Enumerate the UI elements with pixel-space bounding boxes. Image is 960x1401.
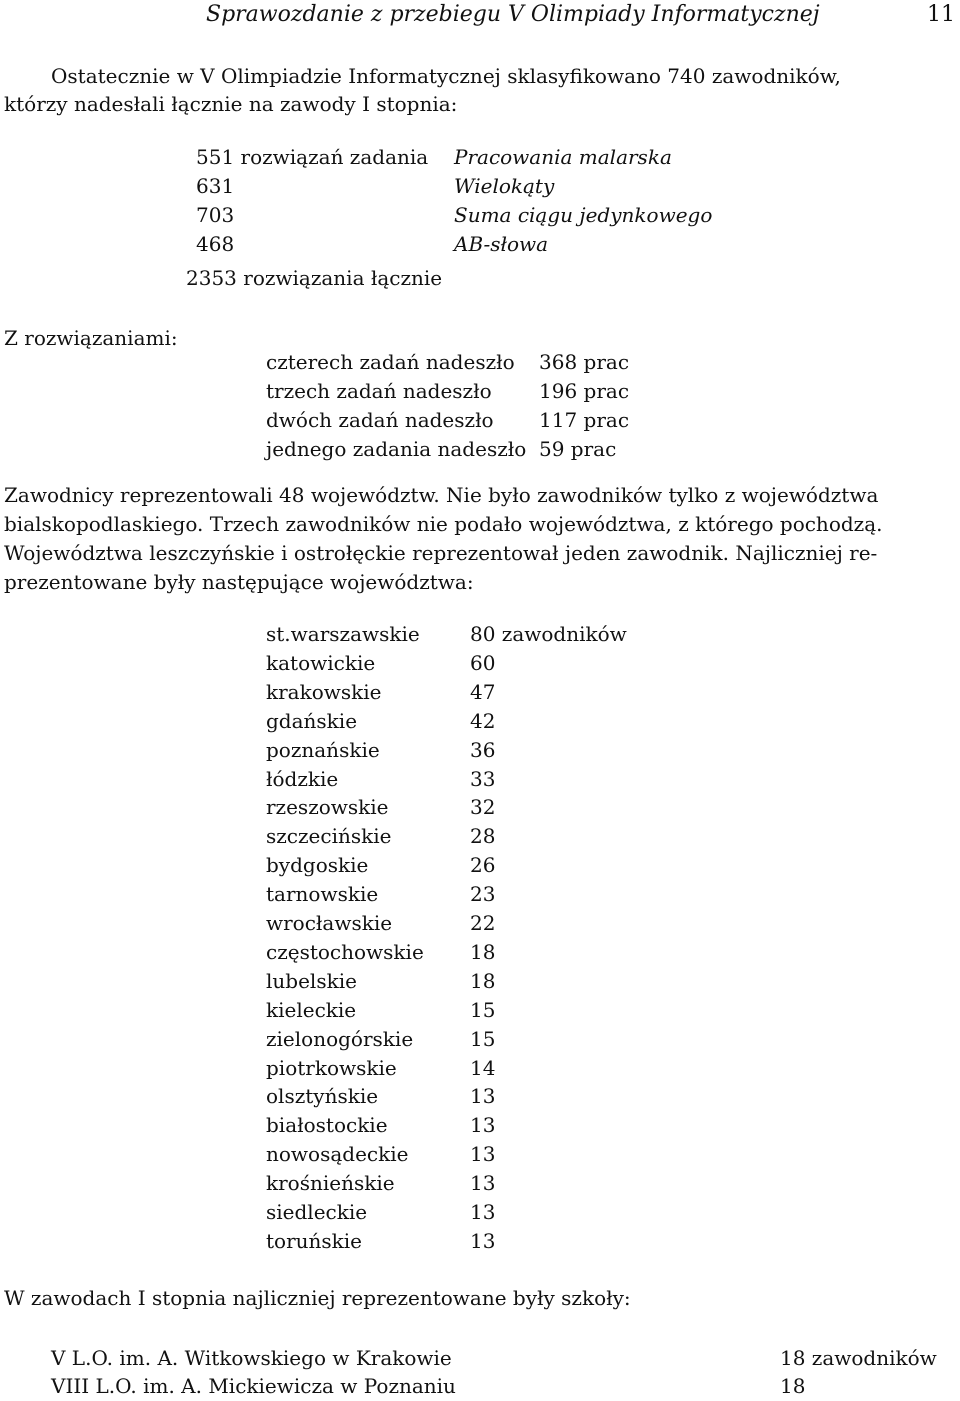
voivodeship-count: 13 [470, 1113, 496, 1138]
intro-line-2: którzy nadesłali łącznie na zawody I stopnia: [4, 92, 458, 116]
voivodeship-count: 14 [470, 1055, 496, 1080]
voivodeship-count: 80 zawodników [470, 622, 627, 646]
voivodeship-count: 18 [470, 939, 496, 964]
voivodeship-name: piotrkowskie [266, 1055, 397, 1080]
task-name: Suma ciągu jedynkowego [454, 203, 713, 227]
voivodeship-count: 22 [470, 911, 496, 935]
voivodeship-count: 26 [470, 853, 496, 878]
solution-value: 117 prac [539, 408, 630, 432]
voivodeship-count: 36 [470, 737, 496, 762]
task-name: Wielokąty [454, 174, 555, 198]
paragraph-line: prezentowane były następujące województwa: [4, 570, 474, 594]
school-name: VIII L.O. im. A. Mickiewicza w Poznaniu [51, 1374, 456, 1398]
voivodeship-name: bydgoskie [266, 853, 369, 878]
voivodeship-name: kieleckie [266, 997, 357, 1022]
voivodeship-count: 32 [470, 795, 496, 820]
voivodeship-count: 13 [470, 1228, 496, 1253]
voivodeship-name: tarnowskie [266, 882, 379, 907]
voivodeship-name: siedleckie [266, 1200, 368, 1224]
voivodeship-name: łódzkie [266, 766, 339, 791]
paragraph-line: Województwa leszczyńskie i ostrołęckie reprezentował jeden zawodnik. Najliczniej re- [4, 541, 878, 565]
voivodeship-name: krakowskie [266, 679, 382, 704]
voivodeship-count: 42 [470, 708, 496, 733]
running-header-title: Sprawozdanie z przebiegu V Olimpiady Informatycznej [206, 2, 820, 27]
task-name: Pracowania malarska [454, 145, 672, 169]
intro-line-1: Ostatecznie w V Olimpiadzie Informatycznej sklasyfikowano 740 zawodników, [51, 64, 841, 88]
voivodeship-name: częstochowskie [266, 939, 424, 964]
voivodeship-name: nowosądeckie [266, 1142, 409, 1167]
voivodeship-count: 33 [470, 766, 496, 791]
voivodeship-name: olsztyńskie [266, 1084, 379, 1109]
voivodeship-count: 13 [470, 1200, 496, 1224]
voivodeship-name: wrocławskie [266, 911, 393, 935]
voivodeship-name: katowickie [266, 650, 376, 675]
solution-label: jednego zadania nadeszło [266, 437, 527, 461]
voivodeship-count: 47 [470, 679, 496, 704]
voivodeship-name: białostockie [266, 1113, 388, 1138]
solution-value: 368 prac [539, 350, 630, 374]
voivodeship-name: rzeszowskie [266, 795, 389, 820]
voivodeship-name: poznańskie [266, 737, 380, 762]
voivodeship-name: szczecińskie [266, 824, 392, 849]
paragraph-line: Zawodnicy reprezentowali 48 województw. Nie było zawodników tylko z województwa [4, 483, 879, 507]
voivodeship-count: 18 [470, 968, 496, 993]
solution-value: 59 prac [539, 437, 617, 461]
voivodeship-count: 28 [470, 824, 496, 849]
paragraph-line: bialskopodlaskiego. Trzech zawodników nie podało województwa, z którego pochodzą. [4, 512, 883, 536]
voivodeship-count: 13 [470, 1171, 496, 1196]
voivodeship-name: zielonogórskie [266, 1026, 414, 1051]
voivodeship-name: gdańskie [266, 708, 358, 733]
voivodeship-count: 23 [470, 882, 496, 907]
task-count: 468 [196, 232, 235, 256]
voivodeship-count: 15 [470, 1026, 496, 1051]
voivodeship-name: st.warszawskie [266, 622, 420, 646]
voivodeship-name: lubelskie [266, 968, 357, 993]
voivodeship-name: toruńskie [266, 1228, 363, 1253]
voivodeship-count: 13 [470, 1084, 496, 1109]
solution-label: czterech zadań nadeszło [266, 350, 515, 374]
tasks-total: 2353 rozwiązania łącznie [186, 266, 443, 290]
page-number: 11 [927, 2, 955, 27]
voivodeship-count: 60 [470, 650, 496, 675]
solution-label: trzech zadań nadeszło [266, 379, 492, 403]
task-count: 631 [196, 174, 235, 198]
schools-intro: W zawodach I stopnia najliczniej reprezentowane były szkoły: [4, 1286, 631, 1310]
task-count: 551 rozwiązań zadania [196, 145, 429, 169]
voivodeship-name: krośnieńskie [266, 1171, 395, 1196]
school-count: 18 zawodników [780, 1346, 937, 1370]
solution-label: dwóch zadań nadeszło [266, 408, 494, 432]
paragraph-voivodeships [4, 481, 896, 597]
voivodeship-count: 15 [470, 997, 496, 1022]
task-name: AB-słowa [454, 232, 549, 256]
school-count: 18 [780, 1374, 806, 1398]
school-name: V L.O. im. A. Witkowskiego w Krakowie [51, 1346, 452, 1370]
voivodeship-count: 13 [470, 1142, 496, 1167]
solution-value: 196 prac [539, 379, 630, 403]
task-count: 703 [196, 203, 235, 227]
solutions-label: Z rozwiązaniami: [4, 326, 178, 350]
